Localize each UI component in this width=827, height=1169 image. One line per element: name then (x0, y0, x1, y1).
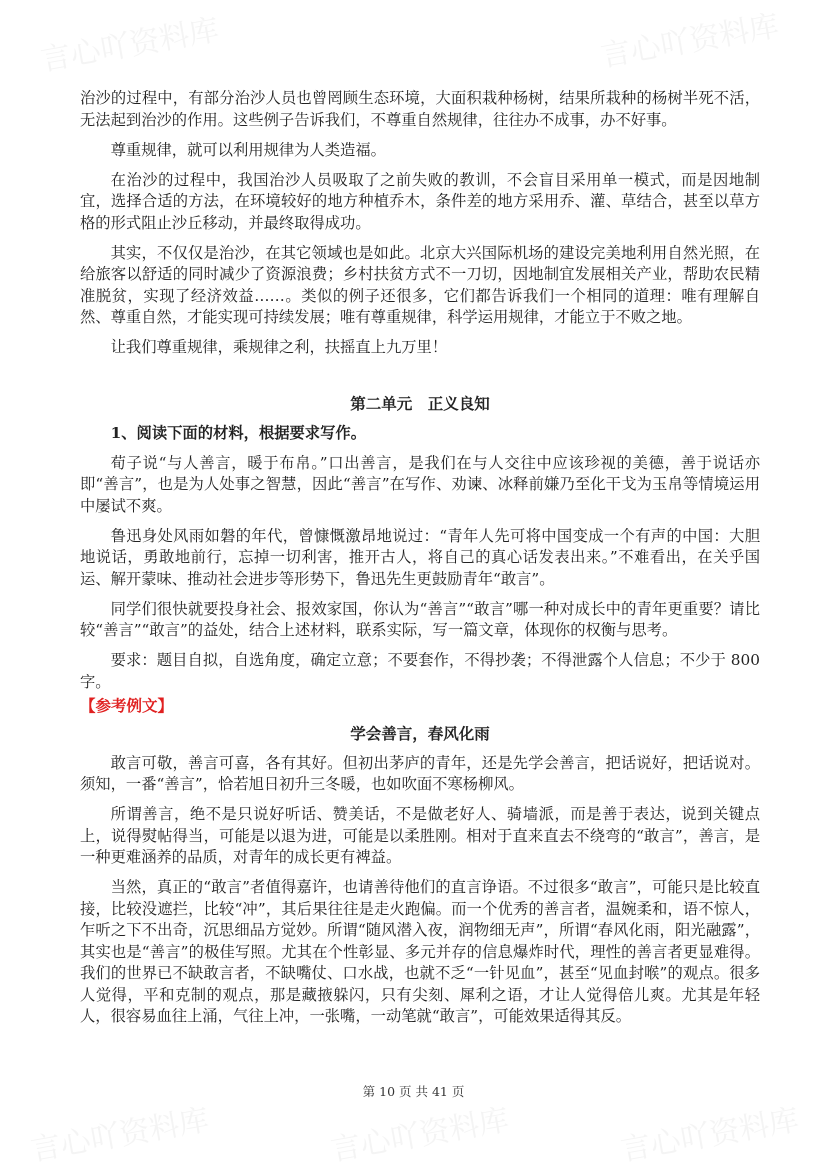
watermark: 言心吖资料库 (38, 12, 222, 79)
page-content (80, 88, 760, 1036)
section-1 (80, 88, 760, 359)
paragraph: 让我们尊重规律，乘规律之利，扶摇直上九万里！ (110, 338, 448, 356)
paragraph: 同学们很快就要投身社会、报效家国，你认为“善言”“敢言”哪一种对成长中的青年更重要？请比较“善言”“敢言”的益处，结合上述材料，联系实际，写一篇文章，体现你的权衡与思考。 (80, 599, 760, 639)
question-title: 1、阅读下面的材料，根据要求写作。 (110, 423, 366, 442)
paragraph: 荀子说“与人善言，暖于布帛。”口出善言，是我们在与人交往中应该珍视的美德，善于说话亦即“善言”，也是为人处事之智慧，因此“善言”在写作、劝谏、冰释前嫌乃至化干戈为玉帛等情境运用中屡试不爽。 (80, 453, 760, 515)
paragraph: 敢言可敬，善言可喜，各有其好。但初出茅庐的青年，还是先学会善言，把话说好，把话说对。须知，一番“善言”，恰若旭日初升三冬暖，也如吹面不寒杨柳风。 (80, 753, 760, 793)
unit-title: 第二单元 正义良知 (350, 393, 490, 413)
watermark: 言心吖资料库 (618, 1102, 802, 1169)
reference-label: 【参考例文】 (80, 696, 174, 715)
paragraph: 当然，真正的“敢言”者值得嘉许，也请善待他们的直言诤语。不过很多“敢言”，可能只是比较直接，比较没遮拦，比较“冲”，其后果往往是走火跑偏。而一个优秀的善言者，温婉柔和，语不惊人，乍听之下不出奇，沉思细品方觉妙。所谓“随风潜入夜，润物细无声”，所谓“春风化雨，阳光融露”，其实也是“善言”的极佳写照。尤其在个性彰显、多元并存的信息爆炸时代，理性的善言者更显难得。我们的世界已不缺敢言者，不缺嘴仗、口水战，也就不乏“一针见血”，甚至“见血封喉”的观点。很多人觉得，平和克制的观点，那是藏掖躲闪，只有尖刻、犀利之语，才让人觉得倍儿爽。尤其是年轻人，很容易血往上涌，气往上冲，一张嘴，一动笔就“敢言”，可能效果适得其反。 (80, 878, 760, 1025)
paragraph: 尊重规律，就可以利用规律为人类造福。 (110, 140, 386, 159)
reference-essay (80, 695, 760, 1028)
paragraph: 其实，不仅仅是治沙，在其它领域也是如此。北京大兴国际机场的建设完美地利用自然光照，在给旅客以舒适的同时减少了资源浪费；乡村扶贫方式不一刀切，因地制宜发展相关产业，帮助农民精准脱贫，实现了经济效益……。类似的例子还很多，它们都告诉我们一个相同的道理：唯有理解自然、尊重自然，才能实现可持续发展；唯有尊重规律，科学运用规律，才能立于不败之地。 (80, 243, 760, 326)
watermark: 言心吖资料库 (28, 1102, 212, 1169)
watermark: 言心吖资料库 (328, 1102, 512, 1169)
paragraph: 要求：题目自拟，自选角度，确定立意；不要套作，不得抄袭；不得泄露个人信息；不少于 800 字。 (80, 651, 760, 691)
watermark: 言心吖资料库 (598, 8, 782, 75)
paragraph: 在治沙的过程中，我国治沙人员吸取了之前失败的教训，不会盲目采用单一模式，而是因地制宜，选择合适的方法，在环境较好的地方种植乔木，条件差的地方采用乔、灌、草结合，甚至以草方格的形式阻止沙丘移动，并最终取得成功。 (80, 170, 760, 232)
essay-title: 学会善言，春风化雨 (350, 723, 490, 743)
paragraph: 所谓善言，绝不是只说好听话、赞美话，不是做老好人、骑墙派，而是善于表达，说到关键点上，说得熨帖得当，可能是以退为进，可能是以柔胜刚。相对于直来直去不绕弯的“敢言”，善言，是一种更难涵养的品质，对青年的成长更有裨益。 (80, 805, 760, 866)
page-number: 第 10 页 共 41 页 (362, 1084, 465, 1099)
paragraph: 鲁迅身处风雨如磐的年代，曾慷慨激昂地说过：“青年人先可将中国变成一个有声的中国：大胆地说话，勇敢地前行，忘掉一切利害，推开古人，将自己的真心话发表出来。”不难看出，在关乎国运、解开蒙味、推动社会进步等形势下，鲁迅先生更鼓励青年“敢言”。 (80, 526, 760, 588)
section-2 (80, 393, 760, 694)
paragraph: 治沙的过程中，有部分治沙人员也曾罔顾生态环境，大面积栽种杨树，结果所栽种的杨树半死不活，无法起到治沙的作用。这些例子告诉我们，不尊重自然规律，往往办不成事，办不好事。 (80, 89, 760, 129)
